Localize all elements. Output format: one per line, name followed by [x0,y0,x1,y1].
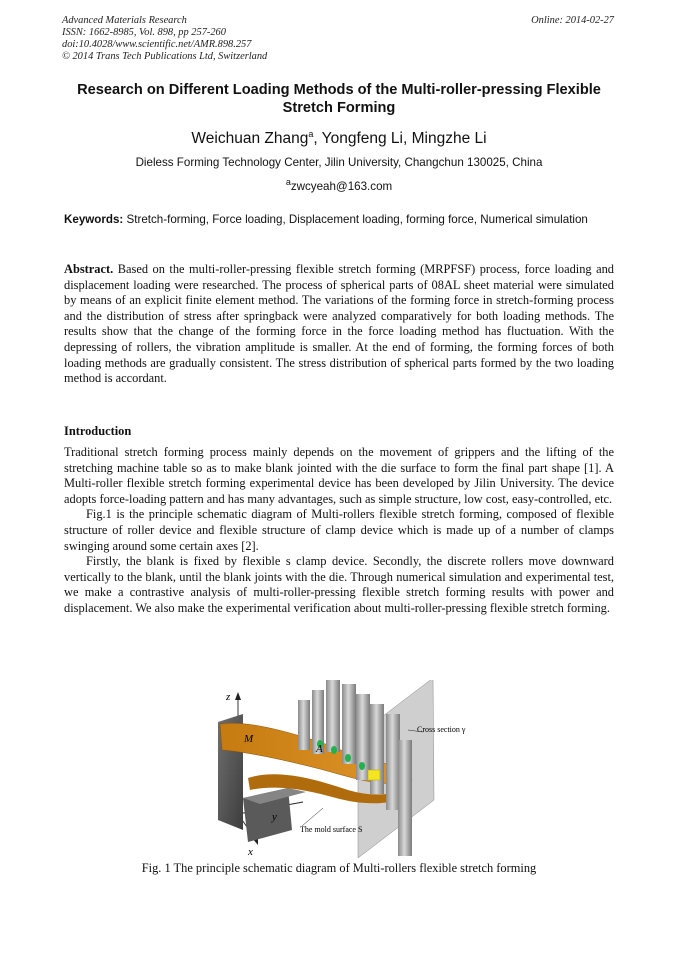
paper-title: Research on Different Loading Methods of the Multi-roller-pressing Flexible Stretch Forming [77,82,601,116]
m-label: M [244,733,254,745]
first-author: Weichuan Zhang [191,130,309,148]
z-label: z [226,691,231,703]
cross-section-label: Cross section γ [417,725,466,734]
roller [298,700,310,750]
abstract-block [64,262,614,387]
journal-copyright: © 2014 Trans Tech Publications Ltd, Switzerland [62,51,268,62]
journal-issn: ISSN: 1662-8985, Vol. 898, pp 257-260 [62,27,226,38]
figure-caption: Fig. 1 The principle schematic diagram of Multi-rollers flexible stretch forming [141,861,537,875]
figure-diagram [208,680,472,858]
journal-name: Advanced Materials Research [62,15,187,26]
abstract-label: Abstract. [64,262,114,276]
affiliation: Dieless Forming Technology Center, Jilin University, Changchun 130025, China [135,156,543,169]
email-address: zwcyeah@163.com [290,179,393,193]
keywords-block [64,212,614,228]
abstract-text: Based on the multi-roller-pressing flexible stretch forming (MRPFSF) process, force loading and displacement loading were researched. The process of spherical parts of 08AL sheet material were simulated by means of an explicit finite element method. The variations of the forming force in stretch-forming process and the distribution of stress after springback were analyzed comparatively for both loading methods. The results show that the change of the forming force in the force loading method has fluctuation. With the depressing of rollers, the vibration amplitude is smaller. At the end of forming, the forming forces of both loading methods are gradually consistent. The stress distribution of spherical parts formed by the two loading method is accordant. [64,262,615,386]
highlight-roller-contact [368,770,380,780]
z-axis-arrow [235,692,241,700]
intro-body [64,445,614,617]
mold-pointer [302,808,323,826]
intro-paragraph-2: Fig.1 is the principle schematic diagram of Multi-rollers flexible stretch forming, composed of flexible structure of roller device and flexible structure of clamp device which is made up of a number of clamps swinging around some certain axes [2]. [64,507,614,553]
mold-surface-label: The mold surface S [300,825,363,834]
intro-paragraph-3: Firstly, the blank is fixed by flexible s clamp device. Secondly, the discrete rollers move downward vertically to the blank, until the blank joints with the die. Through numerical simulation and experimental test, we make a contrastive analysis of multi-roller-pressing flexible stretch forming results with power and displacement. We also make the experimental verification about multi-roller-pressing flexible stretch forming. [64,554,614,615]
roller [342,684,356,764]
contact-point [345,754,351,762]
author-line [62,129,616,148]
journal-doi: doi:10.4028/www.scientific.net/AMR.898.257 [62,39,252,50]
keywords-label: Keywords: [64,213,124,226]
roller [370,704,384,794]
y-label: y [272,811,277,823]
section-heading: Introduction [64,424,132,438]
email-superscript: a [285,177,291,187]
a-label: A [316,743,323,755]
author-superscript: a [308,129,314,139]
keywords-text: Stretch-forming, Force loading, Displacement loading, forming force, Numerical simulation [126,213,588,226]
intro-paragraph-1: Traditional stretch forming process mainly depends on the movement of grippers and the lifting of the stretching machine table so as to make blank jointed with the die surface to form the final part shape [1]. A Multi-roller flexible stretch forming experimental device has been developed by Jilin University. The device adopts force-loading pattern and has many advantages, such as simple structure, low cost, easy-controlled, etc. [64,445,614,506]
contact-point [359,762,365,770]
roller [326,680,340,752]
journal-header [62,15,267,63]
x-label: x [248,846,253,858]
contact-point [331,746,337,754]
roller [398,740,412,856]
roller [386,714,400,810]
email-line [62,177,616,193]
online-date: Online: 2014-02-27 [531,15,614,26]
other-authors: , Yongfeng Li, Mingzhe Li [313,130,487,148]
